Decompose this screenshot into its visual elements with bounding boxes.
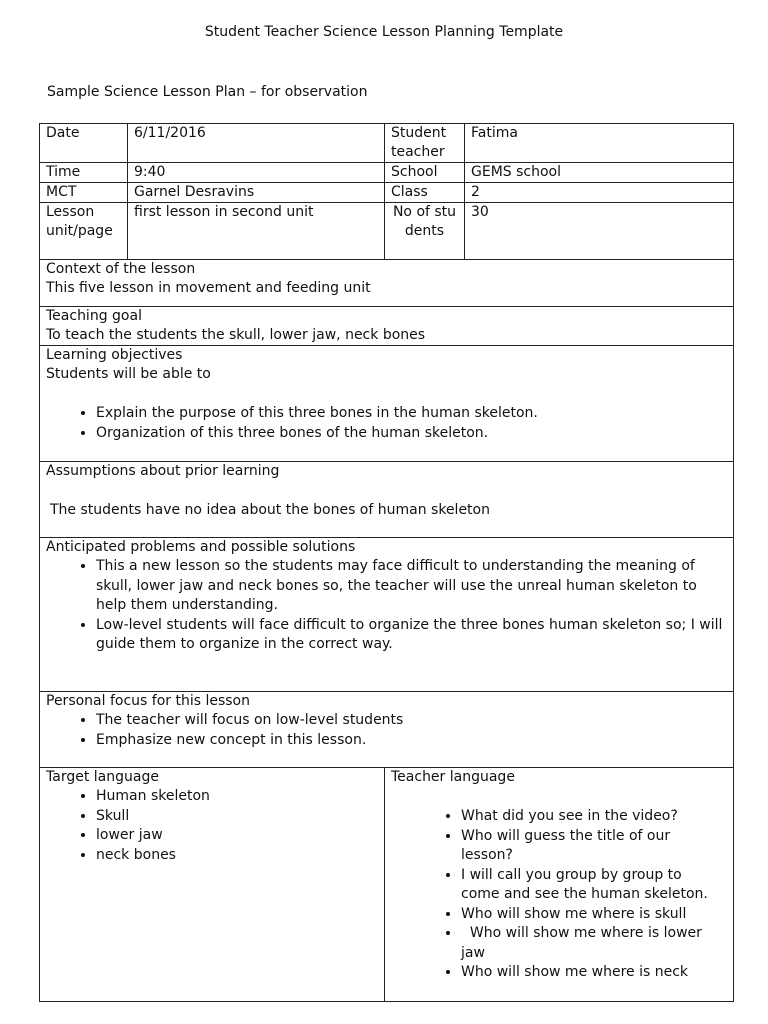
focus-list	[46, 711, 727, 750]
problems-label: Anticipated problems and possible solutions	[46, 539, 356, 555]
time-value: 9:40	[128, 163, 385, 183]
list-item: • Who will guess the title of our lesson?	[461, 827, 713, 866]
context-text: This five lesson in movement and feeding unit	[46, 280, 371, 296]
school-value: GEMS school	[465, 163, 734, 183]
student-teacher-label: Student teacher	[385, 124, 465, 163]
row-time	[40, 163, 734, 183]
list-item: • Organization of this three bones of the human skeleton.	[96, 424, 727, 444]
list-item: • Explain the purpose of this three bones in the human skeleton.	[96, 404, 727, 424]
list-item: • neck bones	[96, 846, 378, 866]
row-objectives	[40, 346, 734, 462]
row-problems	[40, 538, 734, 692]
teacher-language-list	[391, 807, 727, 983]
class-label: Class	[385, 183, 465, 203]
row-focus	[40, 692, 734, 768]
mct-label: MCT	[40, 183, 128, 203]
row-date	[40, 124, 734, 163]
students-label: No of students	[385, 203, 465, 260]
problems-list	[46, 557, 727, 655]
list-item: • I will call you group by group to come and see the human skeleton.	[461, 866, 713, 905]
list-item: • Human skeleton	[96, 787, 378, 807]
lesson-plan-table	[39, 123, 734, 1002]
list-item: • Who will show me where is skull	[461, 905, 713, 925]
document-title: Student Teacher Science Lesson Planning Template	[204, 24, 564, 40]
lesson-value: first lesson in second unit	[128, 203, 385, 260]
row-context	[40, 260, 734, 307]
focus-label: Personal focus for this lesson	[46, 693, 250, 709]
objectives-label: Learning objectives	[46, 347, 183, 363]
list-item: • Low-level students will face difficult to organize the three bones human skeleton so; I will guide them to organize in the correct way.	[96, 616, 727, 655]
row-goal	[40, 307, 734, 346]
student-teacher-value: Fatima	[465, 124, 734, 163]
list-item: • This a new lesson so the students may face difficult to understanding the meaning of skull, lower jaw and neck bones so, the teacher will use the unreal human skeleton to help them understanding.	[96, 557, 727, 616]
list-item: • lower jaw	[96, 826, 378, 846]
target-language-list	[46, 787, 378, 865]
date-label: Date	[40, 124, 128, 163]
objectives-list	[46, 404, 727, 443]
list-item: • Who will show me where is lower jaw	[461, 924, 713, 963]
target-language-label: Target language	[46, 769, 159, 785]
list-item: • Emphasize new concept in this lesson.	[96, 731, 727, 751]
school-label: School	[385, 163, 465, 183]
row-assumptions	[40, 462, 734, 538]
list-item: • What did you see in the video?	[461, 807, 713, 827]
goal-text: To teach the students the skull, lower jaw, neck bones	[46, 327, 426, 343]
students-value: 30	[465, 203, 734, 260]
list-item: • The teacher will focus on low-level students	[96, 711, 727, 731]
mct-value: Garnel Desravins	[128, 183, 385, 203]
context-label: Context of the lesson	[46, 261, 196, 277]
date-value: 6/11/2016	[128, 124, 385, 163]
class-value: 2	[465, 183, 734, 203]
row-mct	[40, 183, 734, 203]
assumptions-label: Assumptions about prior learning	[46, 463, 280, 479]
goal-label: Teaching goal	[46, 308, 142, 324]
list-item: • Skull	[96, 807, 378, 827]
time-label: Time	[40, 163, 128, 183]
row-lesson	[40, 203, 734, 260]
lesson-label: Lesson unit/page	[40, 203, 128, 260]
objectives-intro: Students will be able to	[46, 366, 211, 382]
teacher-language-label: Teacher language	[391, 769, 515, 785]
assumptions-text: The students have no idea about the bones of human skeleton	[50, 502, 490, 518]
row-language	[40, 768, 734, 1002]
list-item: • Who will show me where is neck	[461, 963, 713, 983]
document-subtitle: Sample Science Lesson Plan – for observation	[47, 84, 368, 100]
